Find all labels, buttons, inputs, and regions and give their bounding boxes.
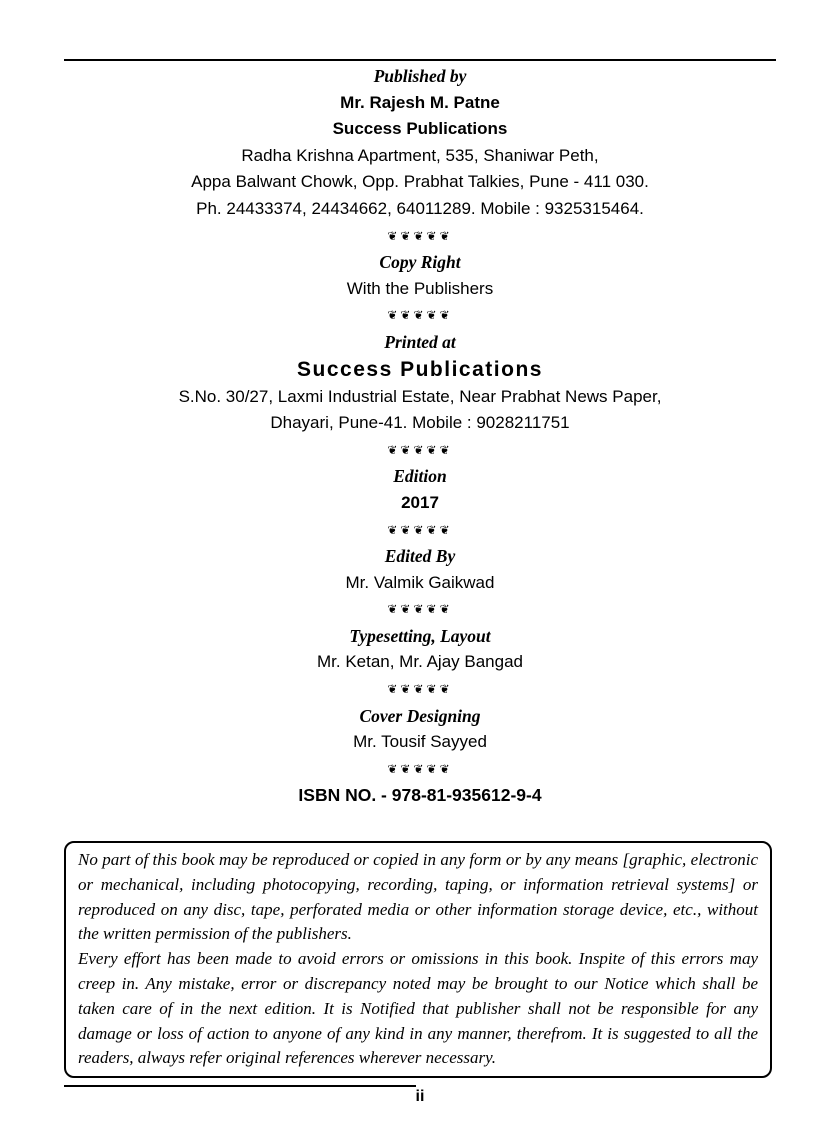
editor-name: Mr. Valmik Gaikwad	[345, 572, 495, 592]
edition-year: 2017	[401, 492, 439, 512]
published-by-heading: Published by	[373, 66, 467, 86]
cover-designing-heading: Cover Designing	[359, 705, 481, 726]
printer-address-line-1: S.No. 30/27, Laxmi Industrial Estate, Near Prabhat News Paper,	[178, 386, 662, 406]
publisher-org: Success Publications	[332, 119, 508, 139]
printer-org: Success Publications	[297, 357, 543, 381]
copyright-heading: Copy Right	[379, 252, 461, 273]
floral-ornament-icon: ❦❦❦❦❦	[387, 308, 453, 323]
typesetting-heading: Typesetting, Layout	[349, 625, 491, 646]
typesetter-names: Mr. Ketan, Mr. Ajay Bangad	[316, 652, 523, 672]
publisher-address-line-1: Radha Krishna Apartment, 535, Shaniwar Peth,	[241, 145, 599, 165]
copyright-holder: With the Publishers	[346, 278, 494, 298]
floral-ornament-icon: ❦❦❦❦❦	[387, 442, 453, 457]
floral-ornament-icon: ❦❦❦❦❦	[387, 682, 453, 697]
isbn-number: ISBN NO. - 978-81-935612-9-4	[298, 785, 542, 806]
floral-ornament-icon: ❦❦❦❦❦	[387, 761, 453, 776]
page-number: ii	[415, 1088, 425, 1105]
cover-designer-name: Mr. Tousif Sayyed	[353, 732, 487, 752]
publication-details	[65, 63, 775, 809]
publisher-phone: Ph. 24433374, 24434662, 64011289. Mobile : 9325315464.	[196, 198, 644, 218]
floral-ornament-icon: ❦❦❦❦❦	[387, 602, 453, 617]
footer-rule	[64, 1085, 416, 1087]
printer-address-line-2: Dhayari, Pune-41. Mobile : 9028211751	[270, 413, 570, 433]
edited-by-heading: Edited By	[384, 546, 456, 567]
notice-paragraph-1: No part of this book may be reproduced or copied in any form or by any means [graphic, electronic or mechanical, including photocopying, recording, taping, or information retrieval systems] or reproduced on any disc, tape, perforated media or other information storage device, etc., without the written permission of the publishers.	[78, 850, 758, 944]
legal-notice-box	[64, 841, 772, 1078]
printed-at-heading: Printed at	[384, 331, 456, 352]
floral-ornament-icon: ❦❦❦❦❦	[387, 522, 453, 537]
top-rule	[64, 59, 776, 61]
floral-ornament-icon: ❦❦❦❦❦	[387, 228, 453, 243]
publisher-name: Mr. Rajesh M. Patne	[340, 92, 500, 112]
publisher-address-line-2: Appa Balwant Chowk, Opp. Prabhat Talkies, Pune - 411 030.	[191, 172, 649, 192]
notice-paragraph-2: Every effort has been made to avoid errors or omissions in this book. Inspite of this errors may creep in. Any mistake, error or discrepancy noted may be brought to our Notice which shall be taken care of in the next edition. It is Notified that publisher shall not be responsible for any damage or loss of action to anyone of any kind in any manner, therefrom. It is suggested to all the readers, always refer original references wherever necessary.	[78, 949, 758, 1068]
edition-heading: Edition	[393, 466, 447, 487]
